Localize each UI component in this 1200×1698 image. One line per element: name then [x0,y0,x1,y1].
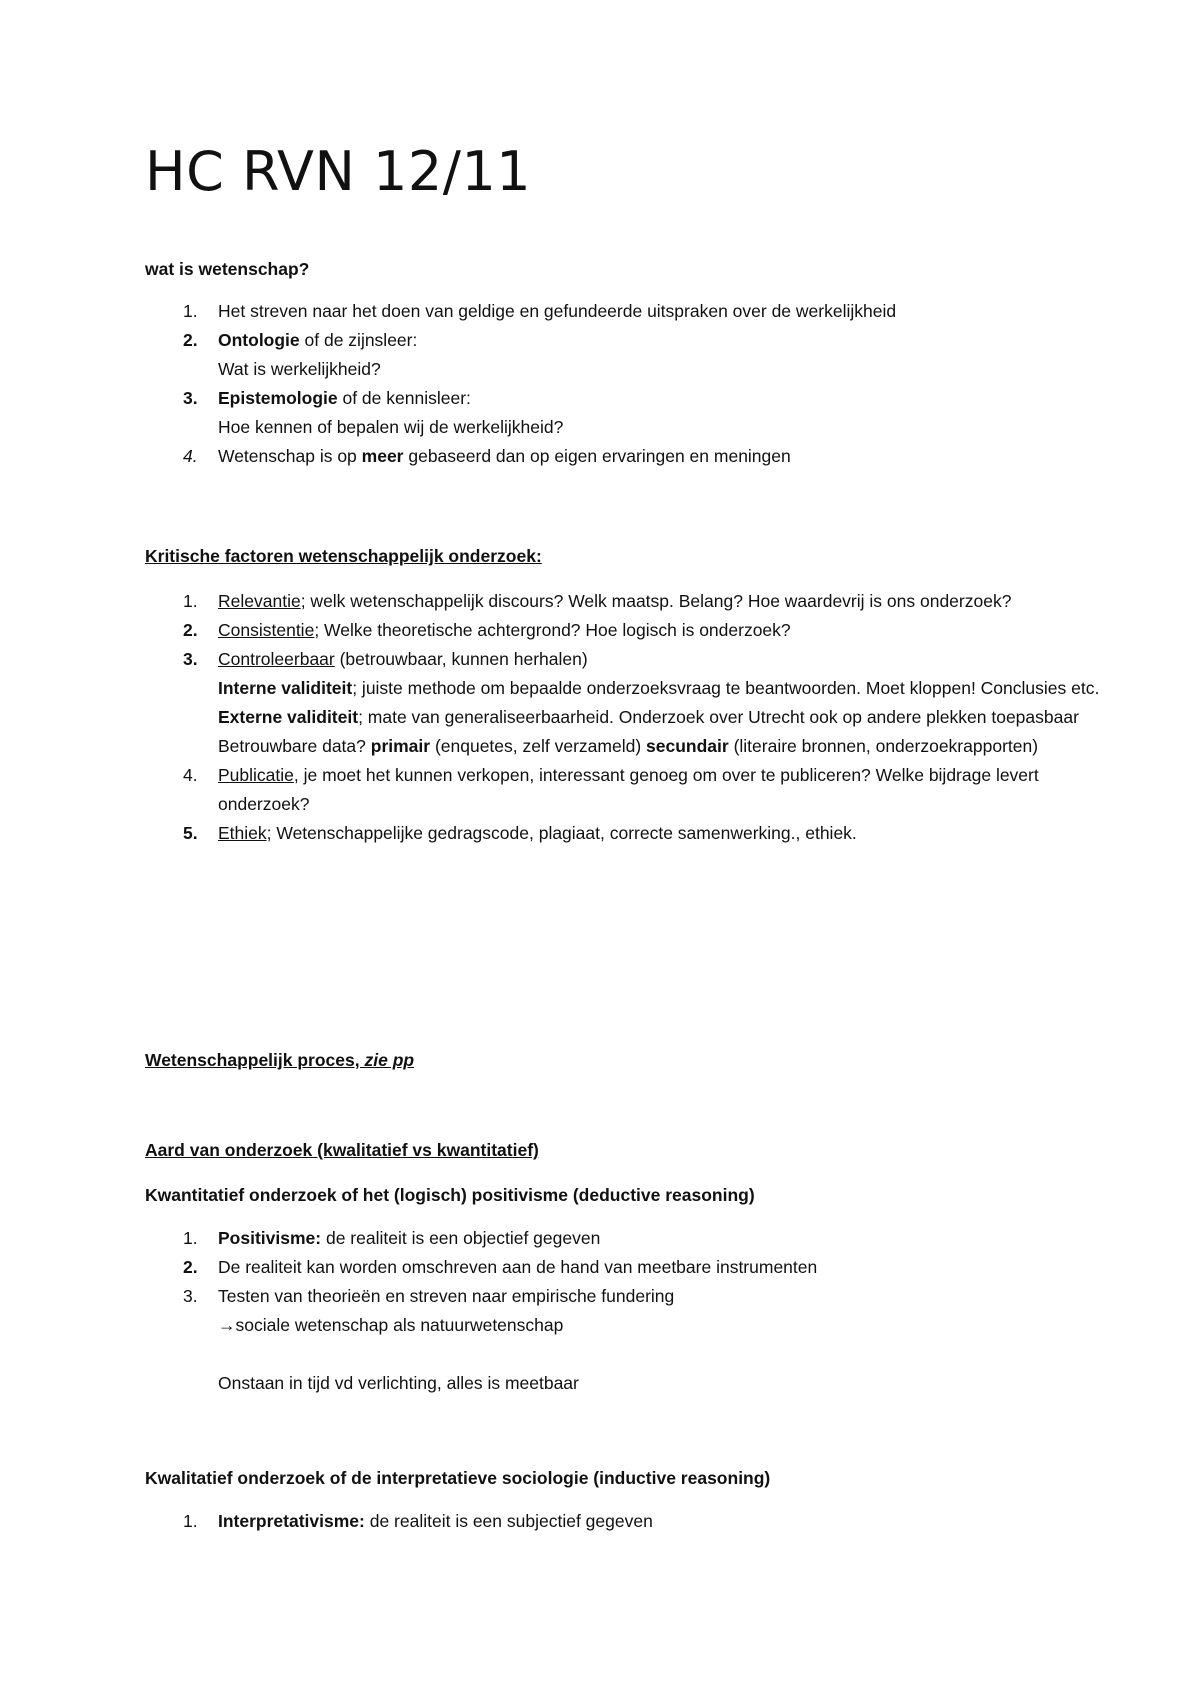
document-title: HC RVN 12/11 [145,140,532,203]
list-item: 1. Interpretativisme: de realiteit is een subjectief gegeven [183,1511,653,1531]
section-heading: Kwalitatief onderzoek of de interpretatieve sociologie (inductive reasoning) [145,1468,771,1488]
section-wetenschappelijk-proces [145,1046,1110,1075]
list-item: 1. Het streven naar het doen van geldige en gefundeerde uitspraken over de werkelijkheid [183,301,897,321]
numbered-list [145,297,1110,471]
list-item: 5. Ethiek; Wetenschappelijke gedragscode, plagiaat, correcte samenwerking., ethiek. [183,823,857,843]
section-heading: Aard van onderzoek (kwalitatief vs kwantitatief) [145,1140,539,1160]
list-item: 1. Positivisme: de realiteit is een objectief gegeven [183,1228,601,1248]
section-heading: wat is wetenschap? [145,259,310,279]
section-kritische-factoren [145,542,1110,848]
numbered-list [145,587,1110,848]
list-item: 4. Publicatie, je moet het kunnen verkopen, interessant genoeg om over te publiceren? Welke bijdrage levert onderzoek? [183,765,1039,814]
list-item: 3. Epistemologie of de kennisleer: Hoe kennen of bepalen wij de werkelijkheid? [183,388,564,437]
numbered-list [145,1224,1110,1340]
list-item: 2. Consistentie; Welke theoretische achtergrond? Hoe logisch is onderzoek? [183,620,791,640]
section-kwalitatief-onderzoek [145,1464,1110,1536]
section-heading: Kritische factoren wetenschappelijk onderzoek: [145,546,542,566]
section-aard-van-onderzoek [145,1136,1110,1398]
list-item: 3. Controleerbaar (betrouwbaar, kunnen herhalen) Interne validiteit; juiste methode om bepaalde onderzoeksvraag te beantwoorden. Moet kloppen! Conclusies etc. Externe validiteit; mate van generaliseerbaarheid. Onderzoek over Utrecht ook op andere plekken toepasbaar Betrouwbare data? primair (enquetes, zelf verzameld) secundair (literaire bronnen, onderzoekrapporten) [183,649,1100,756]
subsection-heading: Kwantitatief onderzoek of het (logisch) positivisme (deductive reasoning) [145,1185,755,1205]
list-item: 3. Testen van theorieën en streven naar empirische fundering →sociale wetenschap als natuurwetenschap [183,1286,675,1335]
list-item: 4. Wetenschap is op meer gebaseerd dan op eigen ervaringen en meningen [183,446,791,466]
numbered-list [145,1507,1110,1536]
section-heading: Wetenschappelijk proces, zie pp [145,1050,415,1070]
list-item: 2. Ontologie of de zijnsleer: Wat is werkelijkheid? [183,330,418,379]
arrow-right-icon: → [218,1315,236,1335]
section-wat-is-wetenschap [145,255,1110,471]
list-item: 2. De realiteit kan worden omschreven aan de hand van meetbare instrumenten [183,1257,818,1277]
list-item: 1. Relevantie; welk wetenschappelijk discours? Welk maatsp. Belang? Hoe waardevrij is ons onderzoek? [183,591,1012,611]
note-text: Onstaan in tijd vd verlichting, alles is meetbaar [218,1373,579,1393]
